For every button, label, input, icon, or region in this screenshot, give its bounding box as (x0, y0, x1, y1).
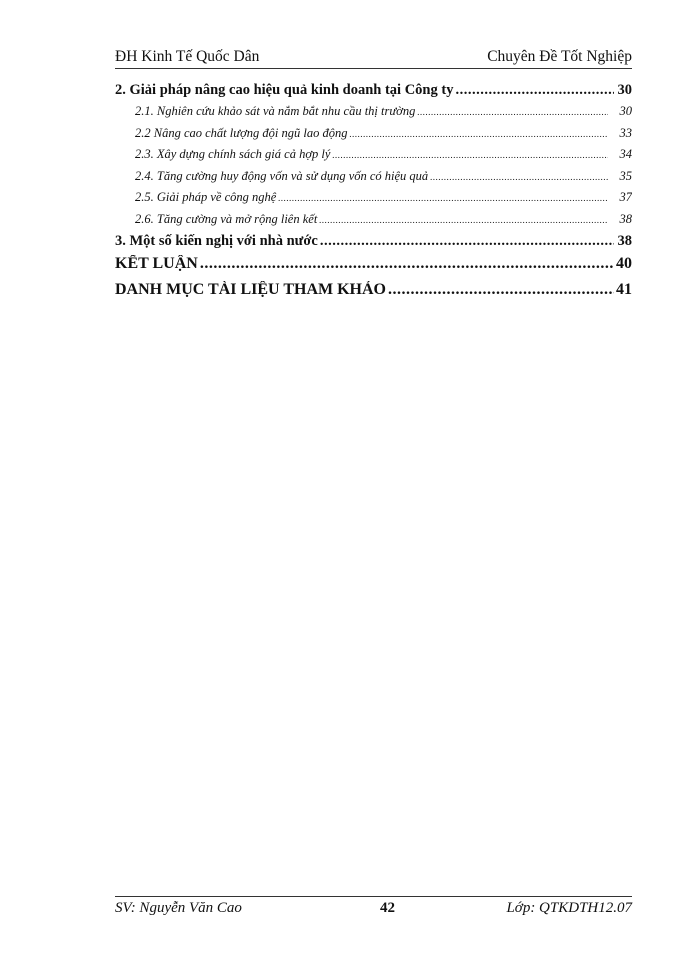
toc-entry (115, 255, 632, 281)
toc-leader-dots (319, 215, 608, 225)
toc-entry-page: 41 (616, 281, 632, 298)
toc-entry-label: 2.3. Xây dựng chính sách giá cả hợp lý (135, 147, 331, 161)
toc-entry-label: 3. Một số kiến nghị với nhà nước (115, 233, 318, 249)
toc-leader-dots (455, 82, 614, 99)
toc-leader-dots (320, 233, 614, 250)
table-of-contents (115, 82, 632, 307)
toc-entry-label: 2.5. Giải pháp về công nghệ (135, 190, 277, 204)
toc-entry-page: 38 (619, 211, 632, 226)
toc-entry-page: 33 (619, 125, 632, 140)
toc-leader-dots (417, 107, 608, 117)
toc-leader-dots (278, 193, 608, 203)
toc-entry-label: KẾT LUẬN (115, 255, 198, 272)
toc-entry (115, 233, 632, 255)
toc-entry-label: 2.2 Nâng cao chất lượng đội ngũ lao động (135, 125, 348, 140)
toc-entry-label: DANH MỤC TÀI LIỆU THAM KHẢO (115, 281, 386, 298)
header-university: ĐH Kinh Tế Quốc Dân (115, 48, 260, 65)
page-header (115, 40, 632, 69)
toc-entry (115, 147, 632, 169)
toc-entry-page: 34 (619, 147, 632, 161)
toc-entry-page: 35 (619, 168, 632, 183)
footer-class: Lớp: QTKDTH12.07 (506, 900, 632, 916)
page-footer (115, 896, 632, 917)
toc-leader-dots (200, 255, 614, 273)
toc-entry (115, 169, 632, 191)
toc-leader-dots (332, 150, 608, 160)
toc-entry-label: 2. Giải pháp nâng cao hiệu quả kinh doanh tại Công ty (115, 82, 454, 98)
toc-leader-dots (388, 281, 614, 299)
toc-entry (115, 104, 632, 126)
toc-entry (115, 82, 632, 104)
toc-entry (115, 126, 632, 148)
toc-entry-page: 30 (619, 104, 632, 118)
toc-entry-page: 38 (617, 233, 632, 249)
toc-leader-dots (430, 172, 608, 182)
toc-entry-page: 30 (617, 82, 632, 98)
toc-entry-label: 2.1. Nghiên cứu khảo sát và nắm bắt nhu cầu thị trường (135, 104, 416, 118)
footer-page-number: 42 (380, 900, 395, 916)
toc-entry (115, 190, 632, 212)
toc-entry (115, 281, 632, 307)
footer-student-name: SV: Nguyễn Văn Cao (115, 900, 242, 916)
header-document-type: Chuyên Đề Tốt Nghiệp (487, 48, 632, 65)
toc-entry-label: 2.4. Tăng cường huy động vốn và sử dụng vốn có hiệu quả (135, 168, 429, 183)
toc-entry (115, 212, 632, 234)
toc-entry-page: 40 (616, 255, 632, 272)
toc-entry-page: 37 (619, 190, 632, 204)
toc-entry-label: 2.6. Tăng cường và mở rộng liên kết (135, 211, 318, 226)
toc-leader-dots (349, 129, 608, 139)
